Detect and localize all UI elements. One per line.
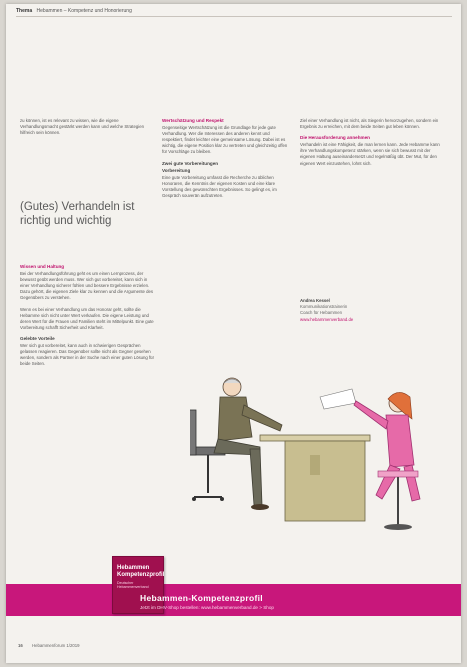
desk — [260, 435, 370, 521]
intro-paragraph: zu können, ist es relevant zu wissen, wie die eigene Verhandlungsmacht gestärkt werden kann und welche Strategien hilfreich sein können. — [20, 118, 144, 136]
body-paragraph: Gegenseitige Wertschätzung ist die Grundlage für jede gute Verhandlung. Wer die Interessen des anderen kennt und respektiert, findet leichter eine gemeinsame Lösung. Dabei ist es wichtig, die eigene Position klar zu vertreten und gleichzeitig offen für Vorschläge zu bleiben. — [162, 125, 288, 155]
column-1-body — [20, 264, 155, 372]
body-paragraph: Verhandeln ist eine Fähigkeit, die man lernen kann. Jede Hebamme kann ihre Verhandlungskompetenz stärken, wenn sie sich bewusst mit der eigenen Haltung auseinandersetzt und regelmäßig übt. Der Mut, für den eigenen Wert einzustehen, lohnt sich. — [300, 142, 440, 166]
page-number: 16 — [18, 643, 23, 648]
header-rule — [16, 16, 452, 17]
negotiation-illustration — [190, 375, 430, 550]
author-box — [300, 298, 440, 323]
body-paragraph: Eine gute Vorbereitung umfasst die Recherche zu üblichen Honoraren, die Kenntnis der eigenen Kosten und eine klare Vorstellung des gewünschten Ergebnisses. So gelingt es, im Gespräch souverän aufzutreten. — [162, 174, 277, 199]
running-header — [16, 8, 132, 14]
pull-quote: (Gutes) Verhandeln ist richtig und wichtig — [20, 201, 135, 227]
column-3 — [300, 118, 440, 172]
book-title: Hebammen Kompetenzprofil — [117, 565, 165, 578]
column-1-intro — [20, 118, 155, 141]
section-subheading: Vorbereitung — [162, 167, 191, 173]
page-footer — [18, 643, 80, 648]
body-paragraph: Wer sich gut vorbereitet, kann auch in schwierigen Gesprächen gelassen reagieren. Das Gegenüber sollte nicht als Gegner gesehen werden, sondern als Partner in der Suche nach einer guten Lösung für beide Seiten. — [20, 343, 155, 367]
man-figure — [214, 378, 282, 510]
author-role: Kommunikationstrainerin — [300, 304, 348, 310]
section-heading: Gelebte Vorteile — [20, 335, 55, 341]
section-subtitle: Hebammen – Kompetenz und Honorierung — [36, 8, 132, 14]
section-heading: Wissen und Haltung — [20, 264, 65, 269]
section-heading: Wertschätzung und Respekt — [162, 118, 224, 123]
column-2 — [162, 118, 292, 204]
author-name: Andrea Kessel — [300, 298, 330, 303]
paper-sheet — [320, 389, 356, 409]
body-paragraph: Bei der Verhandlungsführung geht es um einen Lernprozess, der bewusst geübt werden muss. Wer sich gut vorbereitet, kann sich in einer Verhandlung sicherer fühlen und bessere Ergebnisse erzielen. Dazu gehört, die eigenen Ziele klar zu kennen und die Argumente des Gegenübers zu verstehen. — [20, 271, 154, 301]
author-link[interactable]: www.hebammenverband.de — [300, 316, 354, 322]
section-heading: Die Herausforderung annehmen — [300, 135, 370, 141]
section-label: Thema — [16, 8, 33, 14]
banner-shop-link[interactable]: Jetzt im DHV-Shop bestellen: www.hebammenverband.de > Shop — [140, 605, 274, 610]
author-role-2: Coach für Hebammen — [300, 310, 343, 316]
body-paragraph: Wenn es bei einer Verhandlung um das Honorar geht, sollte die Hebamme sich nicht unter Wert verkaufen. Die eigene Leistung und deren Wert für die Frauen und Familien steht im Mittelpunkt. Eine gute Vorbereitung schafft Sicherheit und Klarheit. — [20, 306, 154, 330]
body-paragraph: Ziel einer Verhandlung ist nicht, als Siegerin hervorzugehen, sondern ein Ergebnis zu erreichen, mit dem beide Seiten gut leben können. — [300, 118, 439, 130]
book-subtitle: Deutscher Hebammenverband — [117, 581, 149, 590]
journal-name: Hebammenforum 1/2019 — [31, 643, 80, 648]
section-heading: Zwei gute Vorbereitungen — [162, 160, 219, 166]
banner-title: Hebammen-Kompetenzprofil — [140, 593, 263, 603]
